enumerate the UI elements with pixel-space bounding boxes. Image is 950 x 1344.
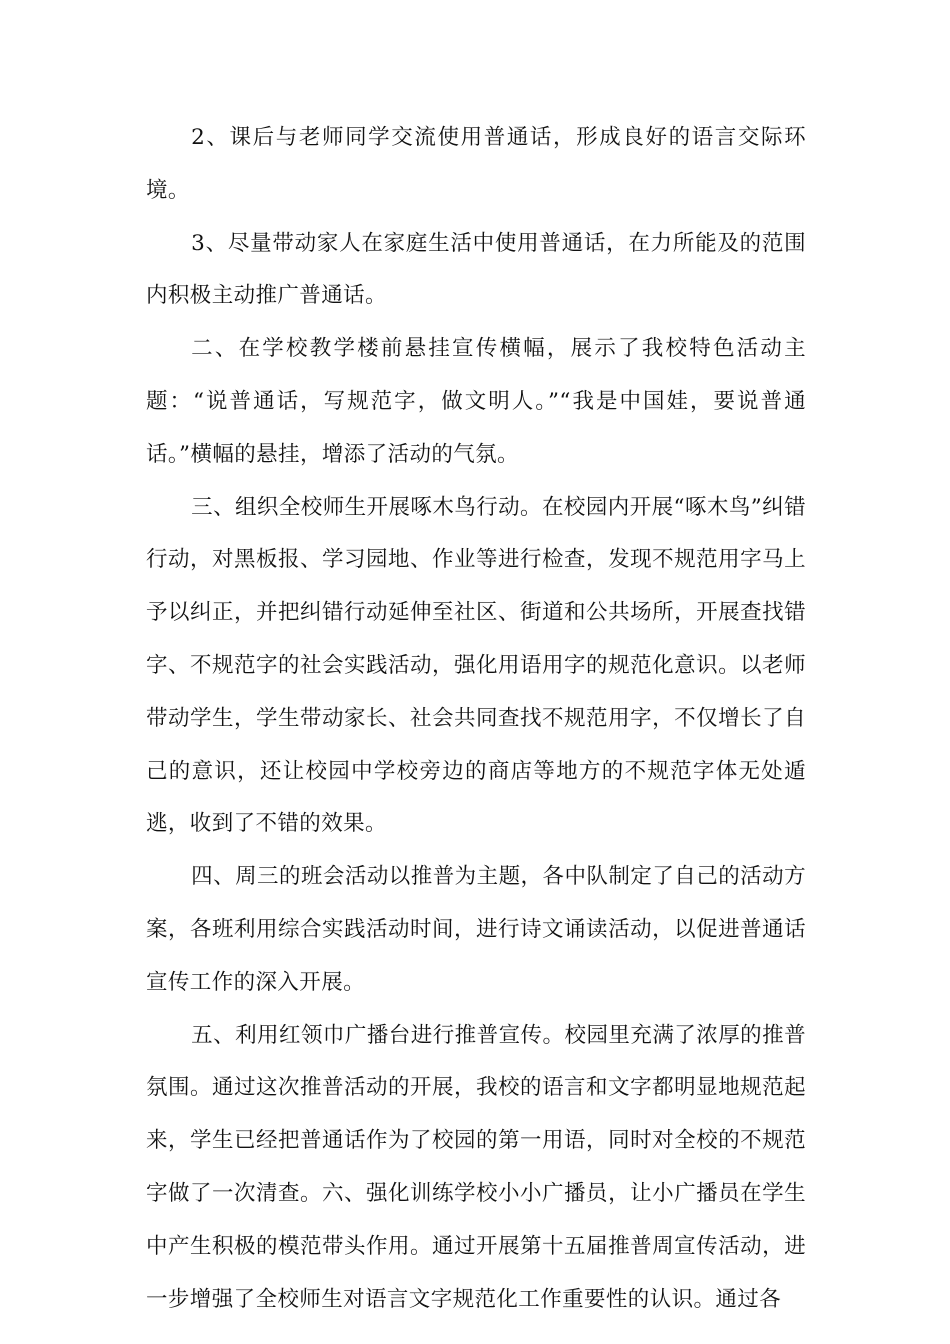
paragraph-section-two: 二、在学校教学楼前悬挂宣传横幅，展示了我校特色活动主题：“说普通话，写规范字，做文明人。”“我是中国娃，要说普通话。”横幅的悬挂，增添了活动的气氛。 (146, 336, 806, 467)
paragraph-item-2: 2、课后与老师同学交流使用普通话，形成良好的语言交际环境。 (146, 125, 806, 203)
paragraph-section-four: 四、周三的班会活动以推普为主题，各中队制定了自己的活动方案，各班利用综合实践活动时间，进行诗文诵读活动，以促进普通话宣传工作的深入开展。 (146, 864, 806, 995)
paragraph-section-five: 五、利用红领巾广播台进行推普宣传。校园里充满了浓厚的推普氛围。通过这次推普活动的开展，我校的语言和文字都明显地规范起来，学生已经把普通话作为了校园的第一用语，同时对全校的不规范字做了一次清查。六、强化训练学校小小广播员，让小广播员在学生中产生积极的模范带头作用。通过开展第十五届推普周宣传活动，进一步增强了全校师生对语言文字规范化工作重要性的认识。通过各 (146, 1022, 806, 1312)
paragraph-item-3: 3、尽量带动家人在家庭生活中使用普通话，在力所能及的范围内积极主动推广普通话。 (146, 230, 806, 309)
document-body (146, 112, 806, 1326)
paragraph-section-three: 三、组织全校师生开展啄木鸟行动。在校园内开展“啄木鸟”纠错行动，对黑板报、学习园地、作业等进行检查，发现不规范用字马上予以纠正，并把纠错行动延伸至社区、街道和公共场所，开展查找错字、不规范字的社会实践活动，强化用语用字的规范化意识。以老师带动学生，学生带动家长、社会共同查找不规范用字，不仅增长了自己的意识，还让校园中学校旁边的商店等地方的不规范字体无处遁逃，收到了不错的效果。 (146, 494, 806, 837)
